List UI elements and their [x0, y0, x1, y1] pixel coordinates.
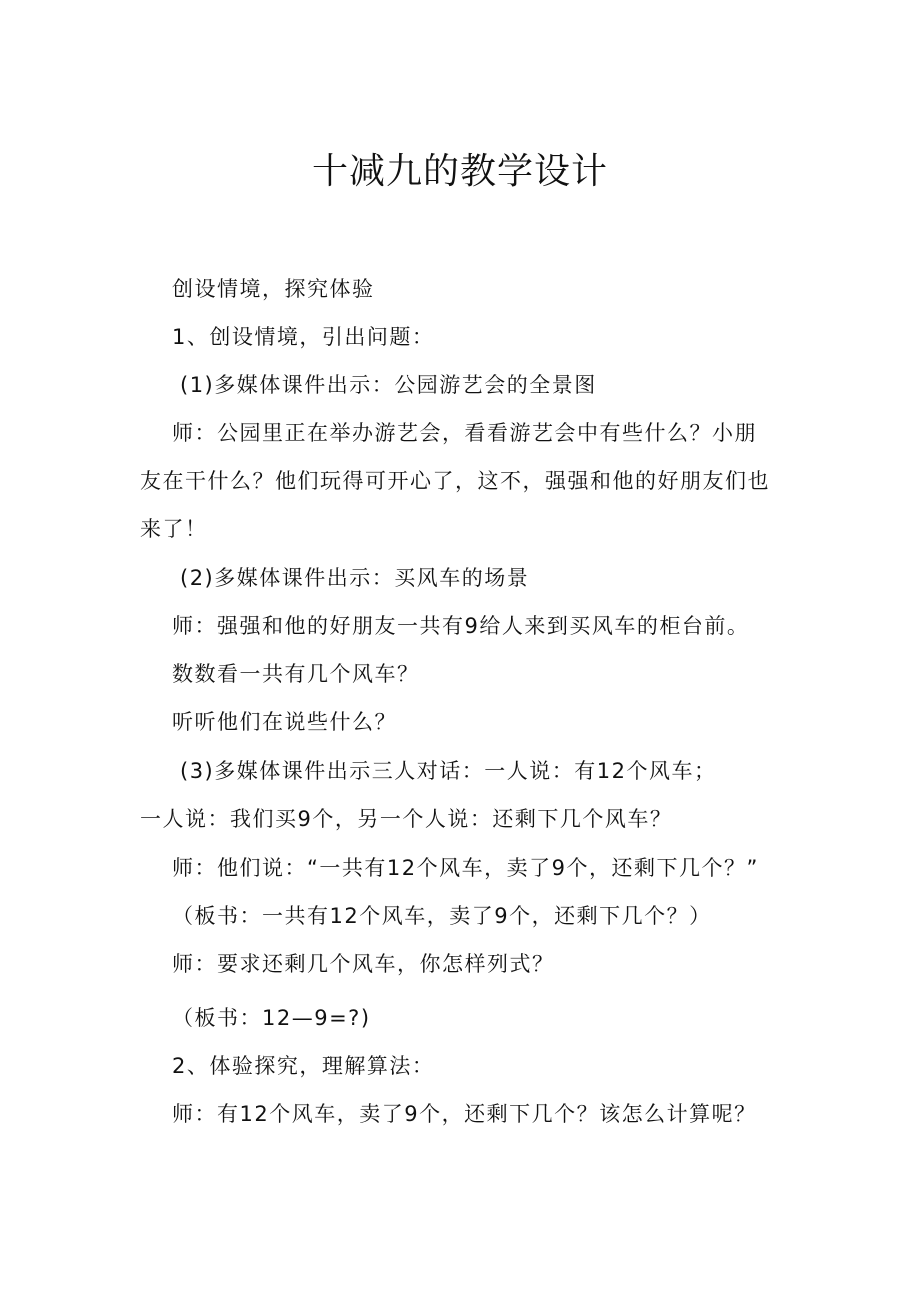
paragraph-line: 1、创设情境，引出问题： [172, 325, 435, 349]
paragraph-line: 师：强强和他的好朋友一共有9给人来到买风车的柜台前。 [172, 614, 750, 638]
paragraph-line: 一人说：我们买9个，另一个人说：还剩下几个风车？ [140, 807, 673, 831]
paragraph-line: 师：要求还剩几个风车，你怎样列式？ [172, 952, 555, 976]
paragraph-line: （板书：12—9=?) [172, 1006, 371, 1030]
paragraph-line: 创设情境，探究体验 [172, 277, 375, 301]
paragraph-line: (3)多媒体课件出示三人对话：一人说：有12个风车； [180, 759, 717, 783]
paragraph-line: 师：他们说：“一共有12个风车，卖了9个，还剩下几个？” [172, 856, 759, 880]
paragraph-line: (1)多媒体课件出示：公园游艺会的全景图 [180, 373, 597, 397]
document-title: 十减九的教学设计 [311, 151, 608, 192]
paragraph-line: 听听他们在说些什么？ [172, 710, 397, 734]
paragraph-line: （板书：一共有12个风车，卖了9个，还剩下几个？） [172, 904, 712, 928]
paragraph-line: (2)多媒体课件出示：买风车的场景 [180, 566, 530, 590]
paragraph-line: 来了！ [140, 517, 208, 541]
paragraph-line: 师：有12个风车，卖了9个，还剩下几个？该怎么计算呢？ [172, 1102, 757, 1126]
paragraph-line: 数数看一共有几个风车？ [172, 662, 420, 686]
paragraph-line: 友在干什么？他们玩得可开心了，这不，强强和他的好朋友们也 [140, 469, 770, 493]
paragraph-line: 师：公园里正在举办游艺会，看看游艺会中有些什么？小朋 [172, 421, 757, 445]
paragraph-line: 2、体验探究，理解算法： [172, 1054, 435, 1078]
